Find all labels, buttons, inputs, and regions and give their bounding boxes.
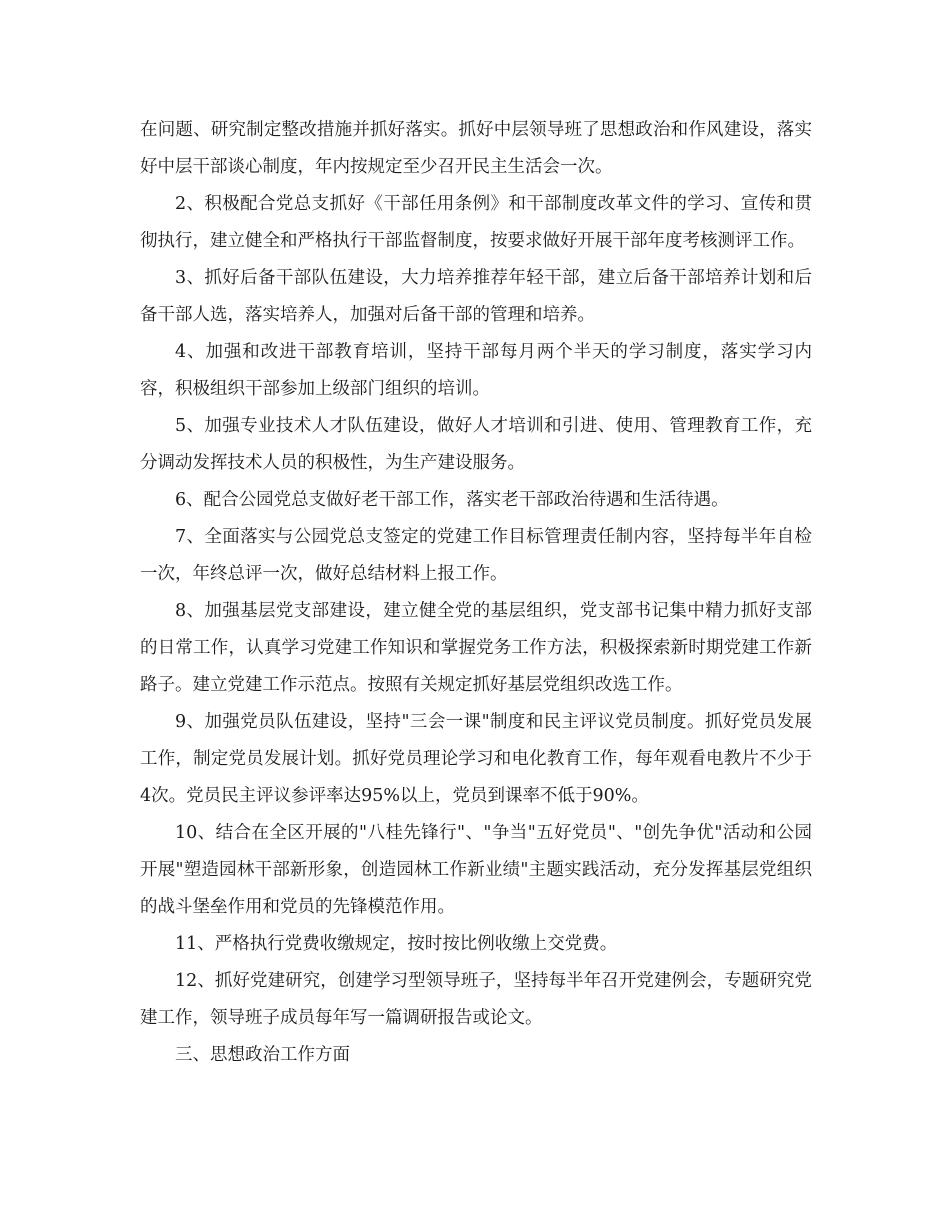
paragraph-item-12: 12、抓好党建研究，创建学习型领导班子，坚持每半年召开党建例会，专题研究党建工作，领导班子成员每年写一篇调研报告或论文。 <box>140 971 812 1028</box>
paragraph-item-7: 7、全面落实与公园党总支签定的党建工作目标管理责任制内容，坚持每半年自检一次，年终总评一次，做好总结材料上报工作。 <box>140 527 812 584</box>
paragraph-item-4: 4、加强和改进干部教育培训，坚持干部每月两个半天的学习制度，落实学习内容，积极组织干部参加上级部门组织的培训。 <box>140 342 812 399</box>
paragraph-item-10: 10、结合在全区开展的"八桂先锋行"、"争当"五好党员"、"创先争优"活动和公园开展"塑造园林干部新形象，创造园林工作新业绩"主题实践活动，充分发挥基层党组织的战斗堡垒作用和党员的先锋模范作用。 <box>140 823 812 917</box>
paragraph-item-3: 3、抓好后备干部队伍建设，大力培养推荐年轻干部，建立后备干部培养计划和后备干部人选，落实培养人，加强对后备干部的管理和培养。 <box>140 268 812 325</box>
document-body <box>140 112 812 1074</box>
paragraph-item-11: 11、严格执行党费收缴规定，按时按比例收缴上交党费。 <box>175 934 618 954</box>
section-heading: 三、思想政治工作方面 <box>175 1045 350 1065</box>
paragraph-item-8: 8、加强基层党支部建设，建立健全党的基层组织，党支部书记集中精力抓好支部的日常工作，认真学习党建工作知识和掌握党务工作方法，积极探索新时期党建工作新路子。建立党建工作示范点。按照有关规定抓好基层党组织改选工作。 <box>140 601 812 695</box>
paragraph-item-2: 2、积极配合党总支抓好《干部任用条例》和干部制度改革文件的学习、宣传和贯彻执行，建立健全和严格执行干部监督制度，按要求做好开展干部年度考核测评工作。 <box>140 194 812 251</box>
paragraph-item-9: 9、加强党员队伍建设，坚持"三会一课"制度和民主评议党员制度。抓好党员发展工作，制定党员发展计划。抓好党员理论学习和电化教育工作，每年观看电教片不少于4次。党员民主评议参评率达95%以上，党员到课率不低于90%。 <box>140 712 812 806</box>
paragraph-item-5: 5、加强专业技术人才队伍建设，做好人才培训和引进、使用、管理教育工作，充分调动发挥技术人员的积极性，为生产建设服务。 <box>140 416 812 473</box>
paragraph-continuation: 在问题、研究制定整改措施并抓好落实。抓好中层领导班了思想政治和作风建设，落实好中层干部谈心制度，年内按规定至少召开民主生活会一次。 <box>140 120 812 177</box>
paragraph-item-6: 6、配合公园党总支做好老干部工作，落实老干部政治待遇和生活待遇。 <box>175 490 729 510</box>
